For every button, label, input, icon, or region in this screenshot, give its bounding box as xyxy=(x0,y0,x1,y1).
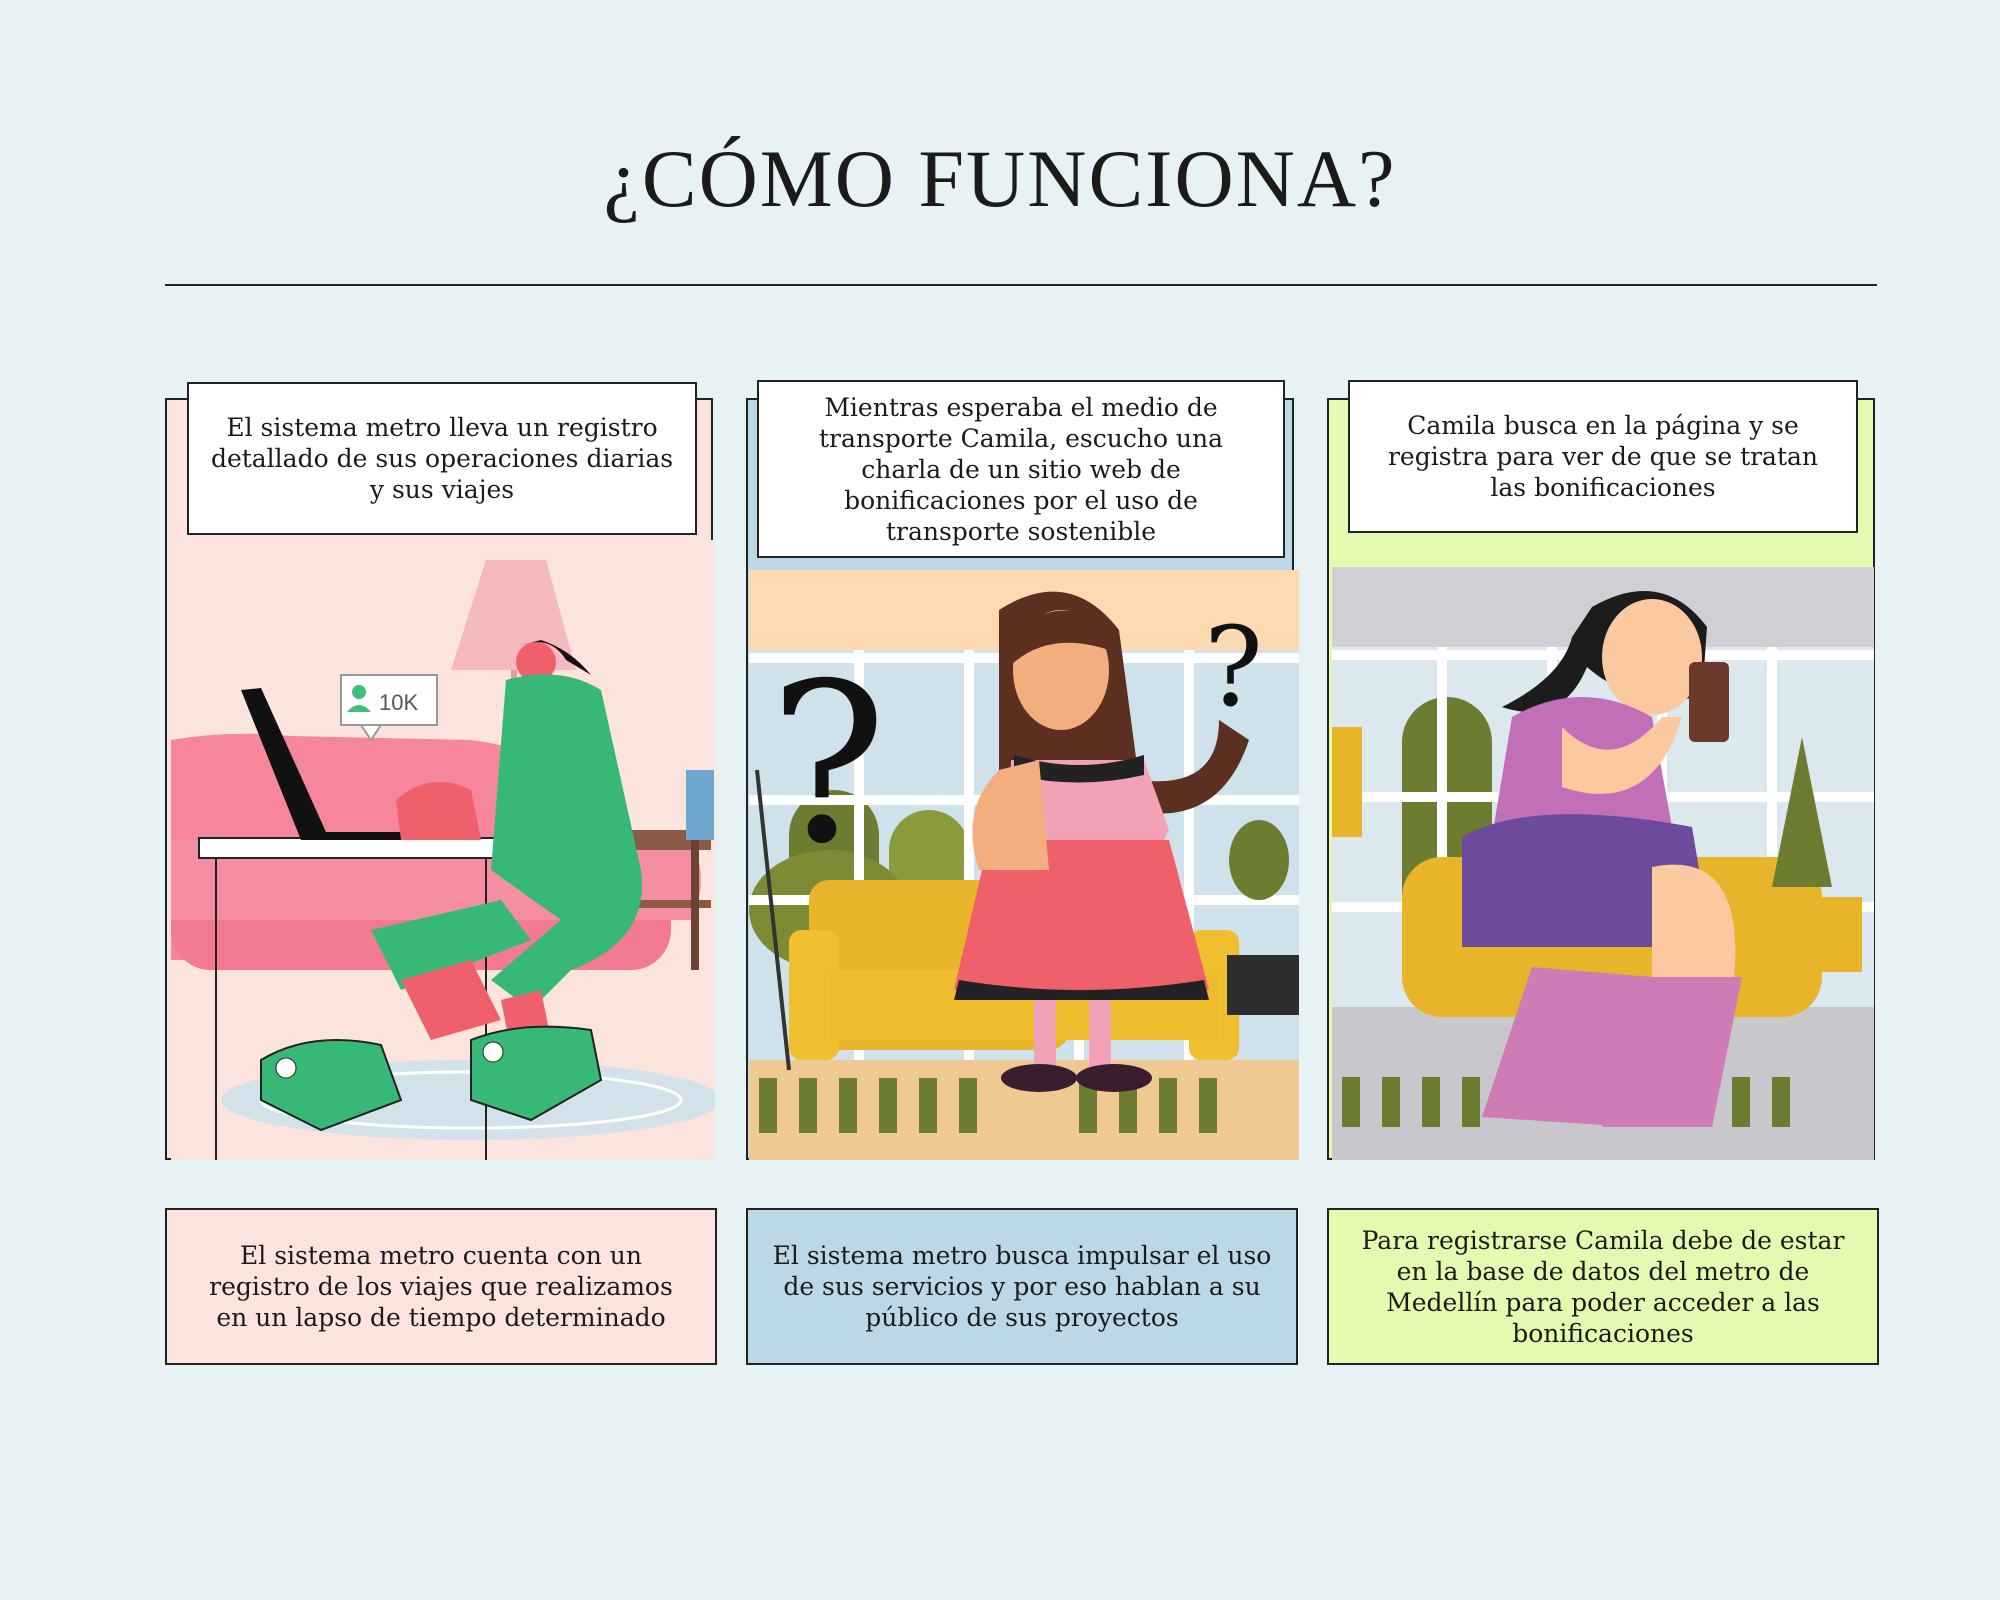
illustration-thinking-girl xyxy=(749,570,1299,1160)
panel-3-caption: Camila busca en la página y se registra para ver de que se tratan las bonificaciones xyxy=(1348,380,1858,533)
title-divider xyxy=(165,284,1877,286)
panel-2-caption: Mientras esperaba el medio de transporte Camila, escucho una charla de un sitio web de bonificaciones por el uso de transporte sostenible xyxy=(757,380,1285,558)
question-mark-icon: ? xyxy=(769,636,887,892)
page-title: ¿CÓMO FUNCIONA? xyxy=(603,133,1397,224)
followers-badge: 10K xyxy=(379,690,419,715)
panel-1-caption: El sistema metro lleva un registro detallado de sus operaciones diarias y sus viajes xyxy=(187,382,697,535)
panel-3-note: Para registrarse Camila debe de estar en la base de datos del metro de Medellín para poder acceder a las bonificaciones xyxy=(1327,1208,1879,1365)
panel-2-note: El sistema metro busca impulsar el uso de sus servicios y por eso hablan a su público de sus proyectos xyxy=(746,1208,1298,1365)
illustration-laptop-person xyxy=(171,540,715,1160)
question-mark-icon: ? xyxy=(1204,603,1263,731)
phone-icon xyxy=(1689,662,1729,742)
user-icon xyxy=(352,685,366,699)
panel-1-note: El sistema metro cuenta con un registro de los viajes que realizamos en un lapso de tiempo determinado xyxy=(165,1208,717,1365)
illustration-phone-girl xyxy=(1332,567,1874,1160)
